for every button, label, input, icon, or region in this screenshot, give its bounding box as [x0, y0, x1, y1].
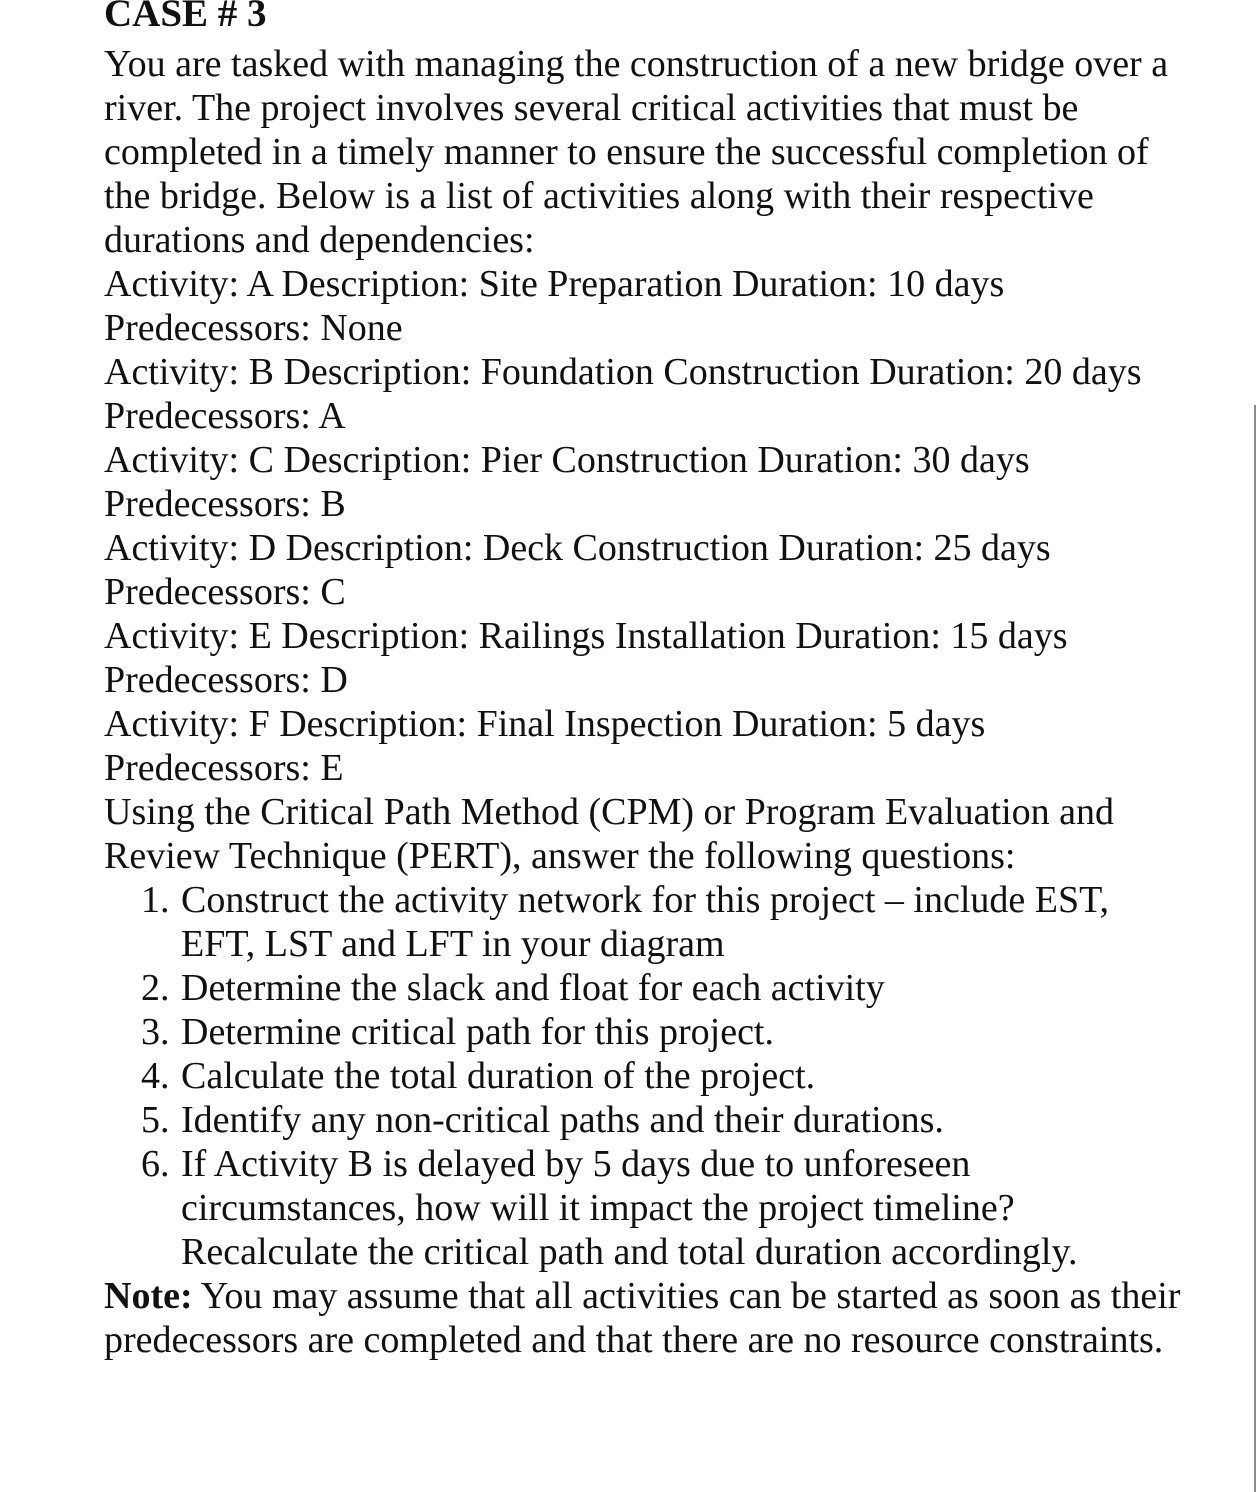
question-list — [104, 878, 1184, 1274]
note-label: Note: — [104, 1275, 193, 1317]
activity-b-line: Activity: B Description: Foundation Construction Duration: 20 days — [104, 351, 1142, 393]
activity-e-line: Activity: E Description: Railings Installation Duration: 15 days — [104, 615, 1068, 657]
case-title: CASE # 3 — [104, 0, 267, 35]
question-item: 1. Construct the activity network for this project – include EST, EFT, LST and LFT in your diagram — [179, 878, 1184, 966]
activity-f-line: Activity: F Description: Final Inspection Duration: 5 days — [104, 703, 986, 745]
method-paragraph: Using the Critical Path Method (CPM) or Program Evaluation and Review Technique (PERT), answer the following questions: — [104, 791, 1115, 877]
note-text: You may assume that all activities can be started as soon as their predecessors are completed and that there are no resource constraints. — [104, 1275, 1181, 1361]
activity-d-line: Activity: D Description: Deck Construction Duration: 25 days — [104, 527, 1051, 569]
case-document — [104, 0, 1184, 1362]
note-paragraph — [104, 1274, 1184, 1362]
activity-f-predecessors: Predecessors: E — [104, 747, 344, 789]
question-item: 5. Identify any non-critical paths and their durations. — [179, 1098, 1184, 1142]
page-edge-divider — [1254, 405, 1256, 1492]
activity-c-line: Activity: C Description: Pier Construction Duration: 30 days — [104, 439, 1030, 481]
activity-list — [104, 262, 1184, 790]
activity-a-predecessors: Predecessors: None — [104, 307, 403, 349]
activity-b-predecessors: Predecessors: A — [104, 395, 346, 437]
activity-c-predecessors: Predecessors: B — [104, 483, 346, 525]
activity-e-predecessors: Predecessors: D — [104, 659, 348, 701]
question-item: 2. Determine the slack and float for each activity — [179, 966, 1184, 1010]
intro-paragraph: You are tasked with managing the construction of a new bridge over a river. The project involves several critical activities that must be completed in a timely manner to ensure the successful completion of the bridge. Below is a list of activities along with their respective durations and dependencies: — [104, 43, 1169, 261]
question-item: 4. Calculate the total duration of the project. — [179, 1054, 1184, 1098]
question-item: 6. If Activity B is delayed by 5 days due to unforeseen circumstances, how will it impact the project timeline? Recalculate the critical path and total duration accordingly. — [179, 1142, 1184, 1274]
activity-a-line: Activity: A Description: Site Preparation Duration: 10 days — [104, 263, 1005, 305]
question-item: 3. Determine critical path for this project. — [179, 1010, 1184, 1054]
activity-d-predecessors: Predecessors: C — [104, 571, 346, 613]
